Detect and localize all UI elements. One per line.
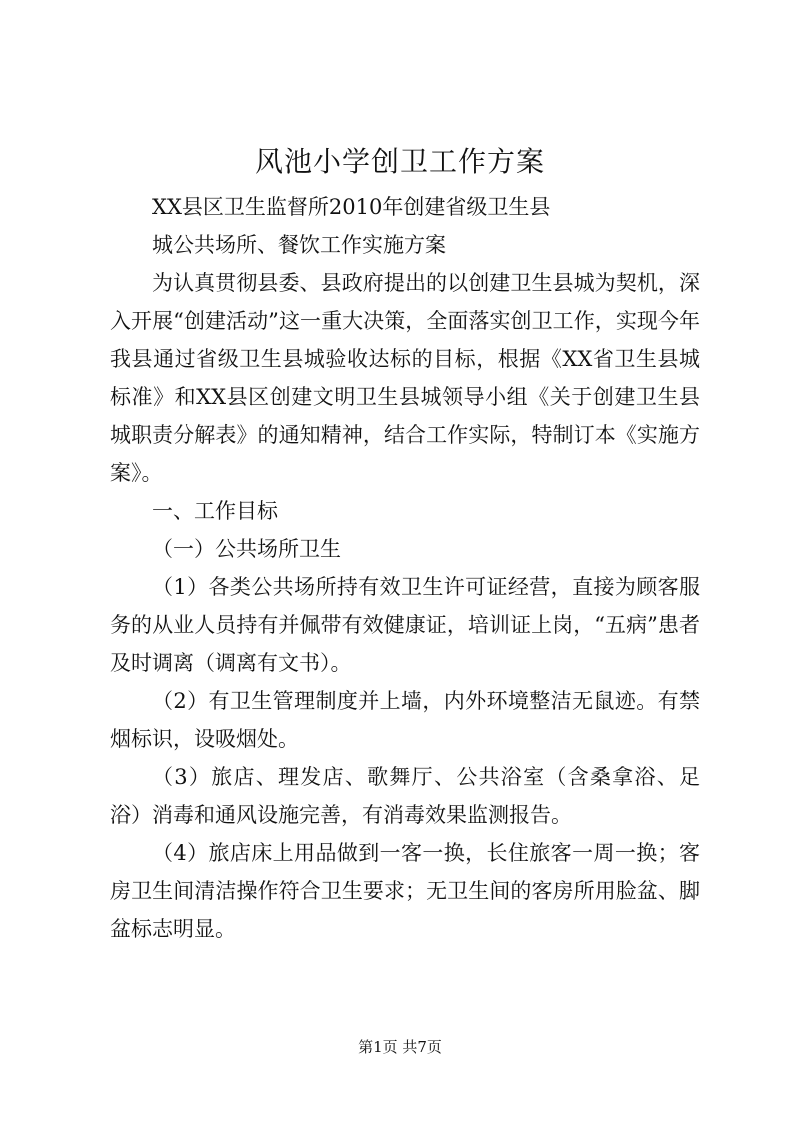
paragraph-intro: 为认真贯彻县委、县政府提出的以创建卫生县城为契机，深入开展“创建活动”这一重大决策，全面落实创卫工作，实现今年我县通过省级卫生县城验收达标的目标，根据《XX省卫生县城标准》和XX县区创建文明卫生县城领导小组《关于创建卫生县城职责分解表》的通知精神，结合工作实际，特制订本《实施方案》。	[110, 271, 700, 485]
page-number-footer: 第1页 共7页	[358, 1038, 442, 1056]
paragraph-item-4: （4）旅店床上用品做到一客一换，长住旅客一周一换；客房卫生间清洁操作符合卫生要求；无卫生间的客房所用脸盆、脚盆标志明显。	[110, 841, 700, 941]
document-body	[110, 188, 700, 948]
paragraph-item-1: （1）各类公共场所持有效卫生许可证经营，直接为顾客服务的从业人员持有并佩带有效健康证，培训证上岗，“五病”患者及时调离（调离有文书）。	[110, 575, 700, 675]
subsection-heading-public-places: （一）公共场所卫生	[152, 537, 341, 561]
paragraph-subtitle-line-2: 城公共场所、餐饮工作实施方案	[152, 233, 446, 257]
page-title: 风池小学创卫工作方案	[254, 145, 545, 178]
section-heading-goals: 一、工作目标	[152, 499, 278, 523]
paragraph-item-3: （3）旅店、理发店、歌舞厅、公共浴室（含桑拿浴、足浴）消毒和通风设施完善，有消毒效果监测报告。	[110, 765, 700, 827]
paragraph-item-2: （2）有卫生管理制度并上墙，内外环境整洁无鼠迹。有禁烟标识，设吸烟处。	[110, 689, 700, 751]
paragraph-subtitle-line-1: XX县区卫生监督所2010年创建省级卫生县	[152, 195, 551, 219]
